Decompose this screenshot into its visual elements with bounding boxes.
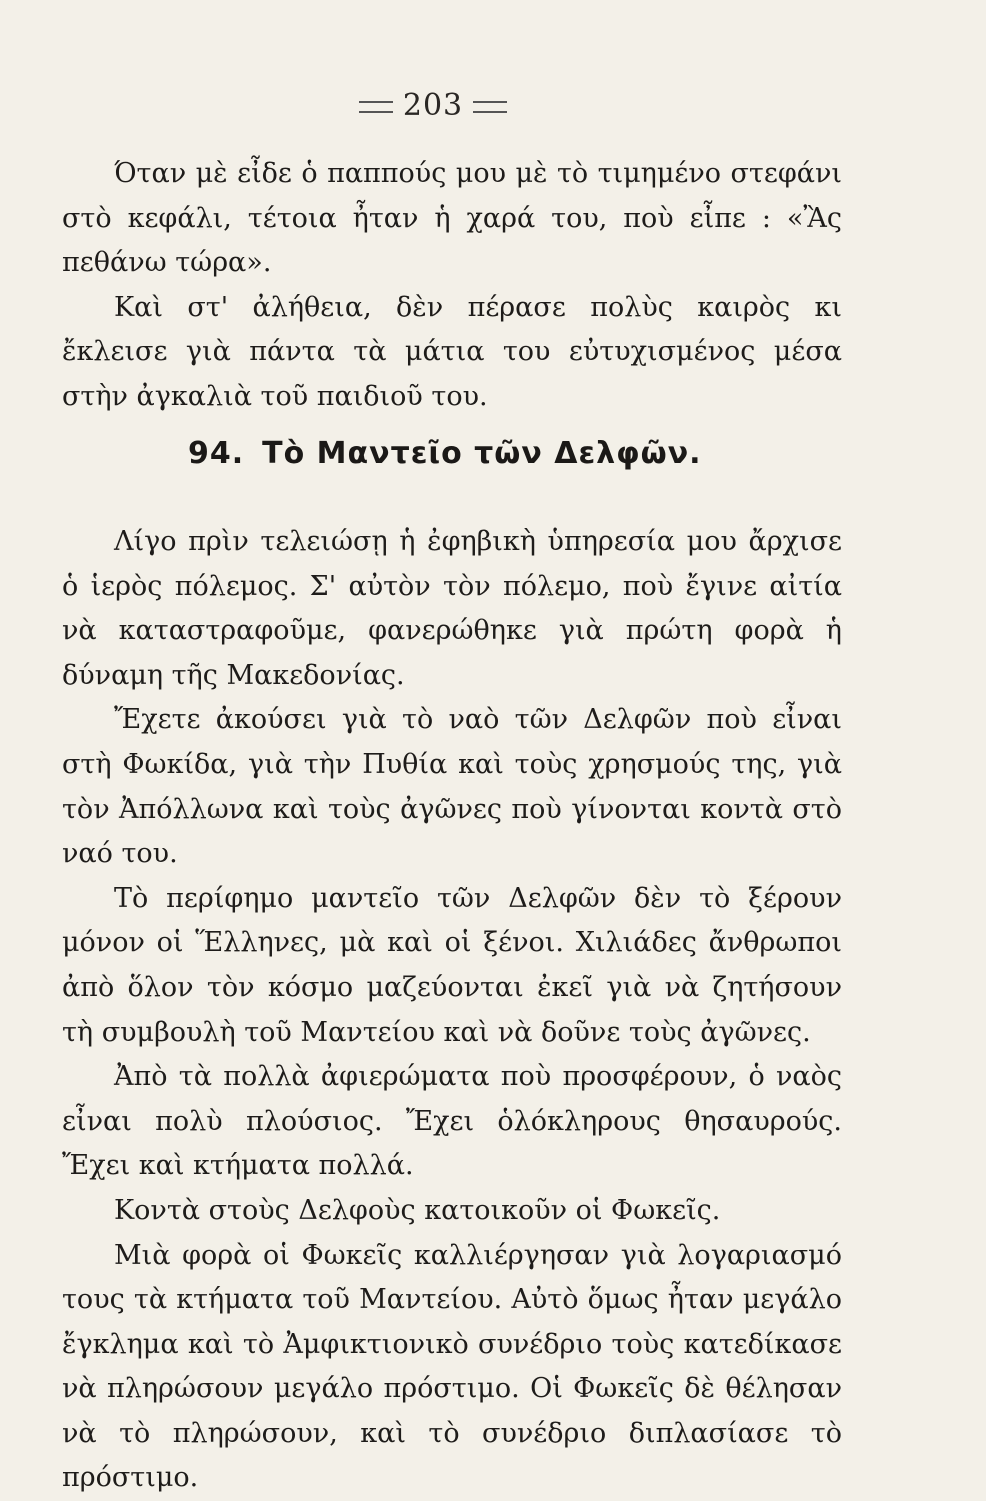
paragraph: Τὸ περίφημο μαντεῖο τῶν Δελφῶν δὲν τὸ ξέρουν μόνον οἱ Ἕλληνες, μὰ καὶ οἱ ξένοι. Χιλιάδες ἄνθρωποι ἀπὸ ὅλον τὸν κόσμο μαζεύονται ἐκεῖ γιὰ νὰ ζητήσουν τὴ συμβουλὴ τοῦ Μαντείου καὶ νὰ δοῦνε τοὺς ἀγῶνες. xyxy=(62,877,842,1055)
section-heading xyxy=(188,436,702,471)
main-text-block xyxy=(62,520,842,1501)
paragraph: Όταν μὲ εἶδε ὁ παππούς μου μὲ τὸ τιμημένο στεφάνι στὸ κεφάλι, τέτοια ἦταν ἡ χαρά του, ποὺ εἶπε : «Ἂς πεθάνω τώρα». xyxy=(62,152,842,286)
page-number-text: 203 xyxy=(403,88,463,123)
paragraph: Καὶ στ' ἀλήθεια, δὲν πέρασε πολὺς καιρὸς κι ἔκλεισε γιὰ πάντα τὰ μάτια του εὐτυχισμένος μέσα στὴν ἀγκαλιὰ τοῦ παιδιοῦ του. xyxy=(62,286,842,420)
right-rule-ornament xyxy=(473,101,507,113)
top-text-block xyxy=(62,152,842,420)
left-rule-ornament xyxy=(359,101,393,113)
section-number: 94. xyxy=(188,436,244,471)
paragraph: Μιὰ φορὰ οἱ Φωκεῖς καλλιέργησαν γιὰ λογαριασμό τους τὰ κτήματα τοῦ Μαντείου. Αὐτὸ ὅμως ἦταν μεγάλο ἔγκλημα καὶ τὸ Ἀμφικτιονικὸ συνέδριο τοὺς κατεδίκασε νὰ πληρώσουν μεγάλο πρόστιμο. Οἱ Φωκεῖς δὲ θέλησαν νὰ τὸ πληρώσουν, καὶ τὸ συνέδριο διπλασίασε τὸ πρόστιμο. xyxy=(62,1234,842,1501)
paragraph: Ἔχετε ἀκούσει γιὰ τὸ ναὸ τῶν Δελφῶν ποὺ εἶναι στὴ Φωκίδα, γιὰ τὴν Πυθία καὶ τοὺς χρησμούς της, γιὰ τὸν Ἀπόλλωνα καὶ τοὺς ἀγῶνες ποὺ γίνονται κοντὰ στὸ ναό του. xyxy=(62,698,842,876)
section-title: Τὸ Μαντεῖο τῶν Δελφῶν. xyxy=(262,436,701,471)
paragraph: Ἀπὸ τὰ πολλὰ ἀφιερώματα ποὺ προσφέρουν, ὁ ναὸς εἶναι πολὺ πλούσιος. Ἔχει ὁλόκληρους θησαυρούς. Ἔχει καὶ κτήματα πολλά. xyxy=(62,1055,842,1189)
paragraph: Κοντὰ στοὺς Δελφοὺς κατοικοῦν οἱ Φωκεῖς. xyxy=(62,1189,842,1234)
page-number xyxy=(0,88,866,123)
paragraph: Λίγο πρὶν τελειώσῃ ἡ ἐφηβικὴ ὑπηρεσία μου ἄρχισε ὁ ἱερὸς πόλεμος. Σ' αὐτὸν τὸν πόλεμο, ποὺ ἔγινε αἰτία νὰ καταστραφοῦμε, φανερώθηκε γιὰ πρώτη φορὰ ἡ δύναμη τῆς Μακεδονίας. xyxy=(62,520,842,698)
